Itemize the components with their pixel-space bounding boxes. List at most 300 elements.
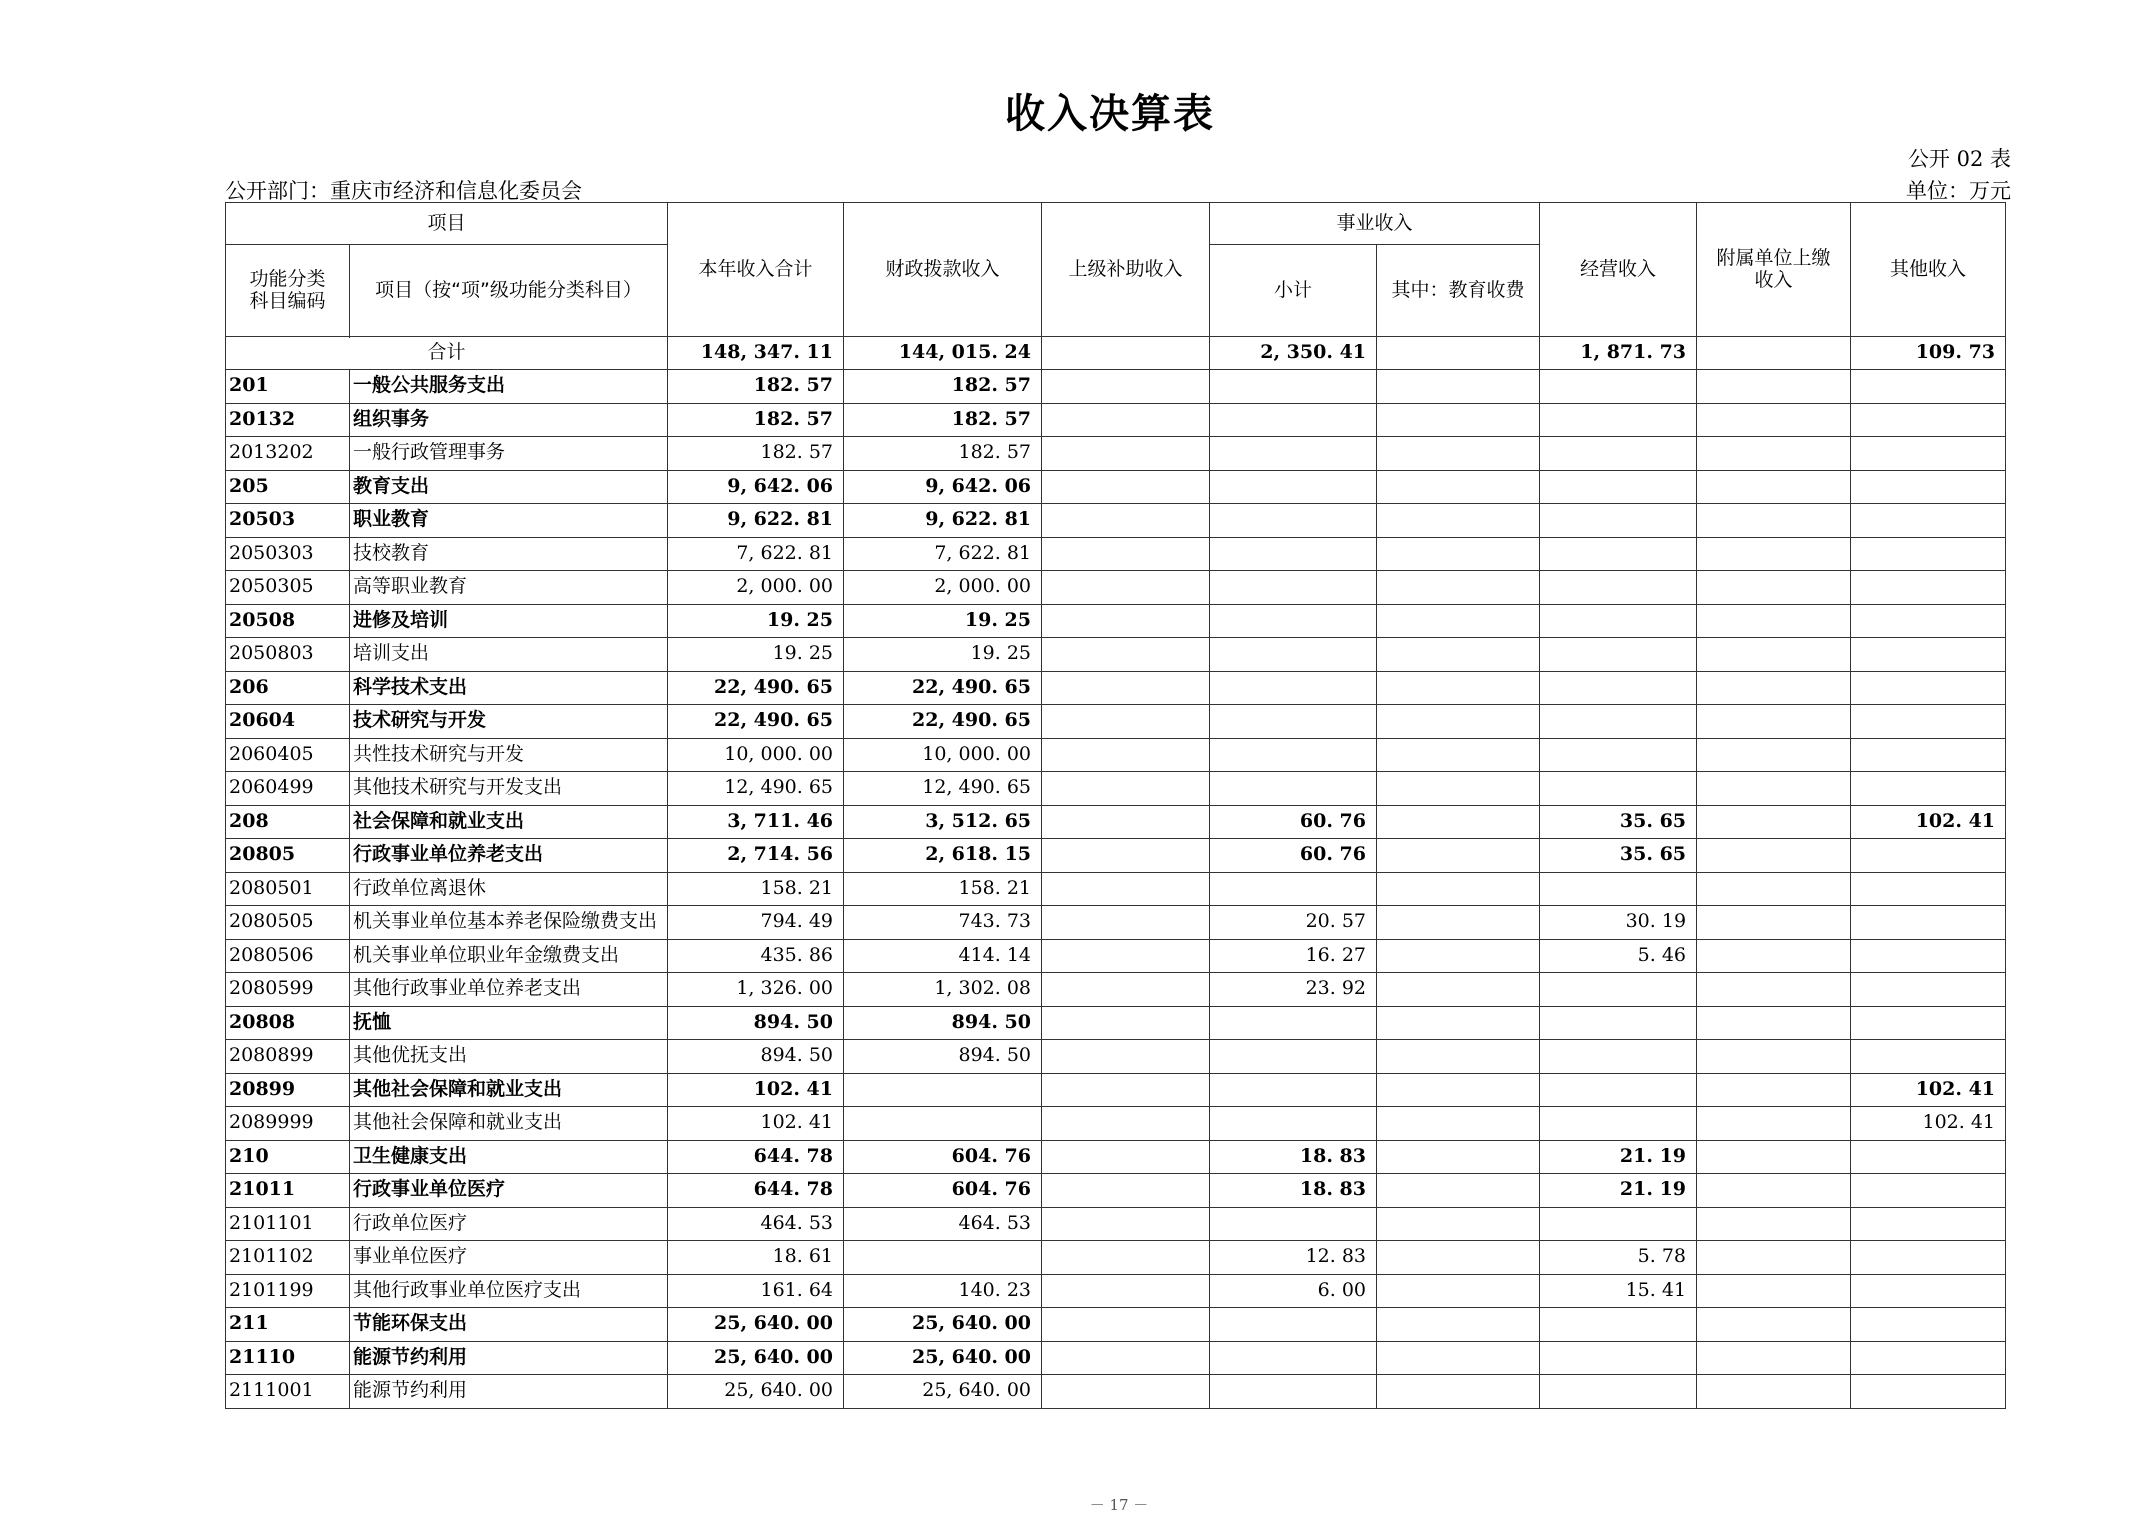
cell-total: 464. 53 <box>668 1207 844 1241</box>
table-row <box>226 604 2006 638</box>
cell-subtotal <box>1210 370 1377 404</box>
cell-superior <box>1042 638 1210 672</box>
cell-total: 9, 642. 06 <box>668 470 844 504</box>
cell-edu-fee <box>1377 738 1540 772</box>
cell-fiscal: 140. 23 <box>844 1274 1042 1308</box>
cell-code: 20503 <box>226 504 350 538</box>
cell-name: 行政事业单位养老支出 <box>350 839 668 873</box>
cell-edu-fee <box>1377 1308 1540 1342</box>
header-subtotal: 小计 <box>1210 245 1377 337</box>
cell-affiliated <box>1697 1174 1851 1208</box>
table-row <box>226 872 2006 906</box>
cell-other <box>1851 939 2006 973</box>
cell-fiscal: 7, 622. 81 <box>844 537 1042 571</box>
cell-total: 2, 714. 56 <box>668 839 844 873</box>
cell-subtotal <box>1210 1040 1377 1074</box>
cell-affiliated <box>1697 571 1851 605</box>
cell-code: 2089999 <box>226 1107 350 1141</box>
cell-fiscal <box>844 1241 1042 1275</box>
table-row <box>226 1207 2006 1241</box>
cell-edu-fee <box>1377 805 1540 839</box>
cell-other <box>1851 437 2006 471</box>
cell-superior <box>1042 973 1210 1007</box>
cell-code: 2050803 <box>226 638 350 672</box>
cell-edu-fee <box>1377 705 1540 739</box>
cell-name: 一般公共服务支出 <box>350 370 668 404</box>
cell-superior <box>1042 738 1210 772</box>
table-row <box>226 1274 2006 1308</box>
table-row <box>226 671 2006 705</box>
total-cell-operating: 1, 871. 73 <box>1540 337 1697 370</box>
cell-affiliated <box>1697 370 1851 404</box>
cell-fiscal: 19. 25 <box>844 638 1042 672</box>
cell-fiscal: 182. 57 <box>844 370 1042 404</box>
cell-code: 205 <box>226 470 350 504</box>
cell-affiliated <box>1697 973 1851 1007</box>
cell-name: 卫生健康支出 <box>350 1140 668 1174</box>
cell-other <box>1851 537 2006 571</box>
cell-superior <box>1042 906 1210 940</box>
cell-operating <box>1540 1006 1697 1040</box>
cell-total: 19. 25 <box>668 638 844 672</box>
cell-other <box>1851 370 2006 404</box>
cell-edu-fee <box>1377 1040 1540 1074</box>
cell-subtotal <box>1210 1107 1377 1141</box>
cell-other <box>1851 872 2006 906</box>
cell-subtotal <box>1210 1308 1377 1342</box>
cell-total: 25, 640. 00 <box>668 1308 844 1342</box>
cell-affiliated <box>1697 1073 1851 1107</box>
table-row <box>226 705 2006 739</box>
cell-other <box>1851 638 2006 672</box>
cell-edu-fee <box>1377 973 1540 1007</box>
cell-fiscal: 2, 000. 00 <box>844 571 1042 605</box>
cell-subtotal <box>1210 872 1377 906</box>
cell-fiscal: 25, 640. 00 <box>844 1375 1042 1409</box>
cell-operating: 21. 19 <box>1540 1174 1697 1208</box>
cell-affiliated <box>1697 1207 1851 1241</box>
cell-superior <box>1042 1375 1210 1409</box>
table-row <box>226 1341 2006 1375</box>
cell-superior <box>1042 370 1210 404</box>
header-fiscal: 财政拨款收入 <box>844 203 1042 337</box>
total-row <box>226 337 2006 370</box>
cell-code: 2060405 <box>226 738 350 772</box>
cell-operating <box>1540 1207 1697 1241</box>
cell-other <box>1851 1174 2006 1208</box>
cell-total: 644. 78 <box>668 1174 844 1208</box>
cell-code: 2101101 <box>226 1207 350 1241</box>
cell-subtotal <box>1210 1375 1377 1409</box>
cell-other <box>1851 738 2006 772</box>
cell-code: 2101199 <box>226 1274 350 1308</box>
cell-superior <box>1042 1174 1210 1208</box>
cell-superior <box>1042 1274 1210 1308</box>
cell-operating: 15. 41 <box>1540 1274 1697 1308</box>
cell-edu-fee <box>1377 1174 1540 1208</box>
cell-edu-fee <box>1377 537 1540 571</box>
cell-edu-fee <box>1377 638 1540 672</box>
cell-operating: 30. 19 <box>1540 906 1697 940</box>
cell-fiscal: 12, 490. 65 <box>844 772 1042 806</box>
cell-subtotal <box>1210 638 1377 672</box>
cell-total: 158. 21 <box>668 872 844 906</box>
cell-total: 102. 41 <box>668 1107 844 1141</box>
table-row <box>226 805 2006 839</box>
cell-superior <box>1042 437 1210 471</box>
table-row <box>226 1040 2006 1074</box>
cell-operating <box>1540 504 1697 538</box>
cell-operating <box>1540 1308 1697 1342</box>
cell-total: 25, 640. 00 <box>668 1375 844 1409</box>
cell-operating: 35. 65 <box>1540 805 1697 839</box>
cell-affiliated <box>1697 772 1851 806</box>
cell-superior <box>1042 403 1210 437</box>
cell-affiliated <box>1697 1375 1851 1409</box>
cell-fiscal <box>844 1073 1042 1107</box>
table-row <box>226 571 2006 605</box>
cell-fiscal: 894. 50 <box>844 1006 1042 1040</box>
cell-name: 抚恤 <box>350 1006 668 1040</box>
cell-fiscal: 2, 618. 15 <box>844 839 1042 873</box>
cell-affiliated <box>1697 604 1851 638</box>
cell-affiliated <box>1697 906 1851 940</box>
cell-operating <box>1540 705 1697 739</box>
cell-affiliated <box>1697 1341 1851 1375</box>
table-row <box>226 537 2006 571</box>
unit-label: 单位：万元 <box>1906 179 2011 203</box>
cell-other <box>1851 1274 2006 1308</box>
cell-code: 2080506 <box>226 939 350 973</box>
cell-fiscal: 182. 57 <box>844 403 1042 437</box>
cell-name: 其他社会保障和就业支出 <box>350 1073 668 1107</box>
cell-edu-fee <box>1377 470 1540 504</box>
cell-edu-fee <box>1377 571 1540 605</box>
cell-subtotal <box>1210 604 1377 638</box>
cell-affiliated <box>1697 1274 1851 1308</box>
cell-superior <box>1042 571 1210 605</box>
cell-name: 行政单位医疗 <box>350 1207 668 1241</box>
table-row <box>226 973 2006 1007</box>
cell-operating <box>1540 1040 1697 1074</box>
cell-superior <box>1042 939 1210 973</box>
header-edu-fee: 其中：教育收费 <box>1377 245 1540 337</box>
cell-name: 机关事业单位职业年金缴费支出 <box>350 939 668 973</box>
cell-edu-fee <box>1377 839 1540 873</box>
cell-subtotal: 16. 27 <box>1210 939 1377 973</box>
table-row <box>226 1073 2006 1107</box>
cell-name: 技校教育 <box>350 537 668 571</box>
cell-affiliated <box>1697 939 1851 973</box>
cell-total: 182. 57 <box>668 370 844 404</box>
cell-name: 行政单位离退休 <box>350 872 668 906</box>
cell-subtotal <box>1210 1207 1377 1241</box>
cell-code: 211 <box>226 1308 350 1342</box>
cell-name: 事业单位医疗 <box>350 1241 668 1275</box>
cell-affiliated <box>1697 839 1851 873</box>
header-total: 本年收入合计 <box>668 203 844 337</box>
cell-name: 节能环保支出 <box>350 1308 668 1342</box>
cell-total: 161. 64 <box>668 1274 844 1308</box>
cell-total: 1, 326. 00 <box>668 973 844 1007</box>
cell-edu-fee <box>1377 1341 1540 1375</box>
cell-subtotal: 20. 57 <box>1210 906 1377 940</box>
cell-other <box>1851 1308 2006 1342</box>
cell-subtotal <box>1210 403 1377 437</box>
cell-total: 19. 25 <box>668 604 844 638</box>
page-title: 收入决算表 <box>1005 91 1215 137</box>
cell-superior <box>1042 1107 1210 1141</box>
table-row <box>226 1006 2006 1040</box>
cell-code: 2080501 <box>226 872 350 906</box>
cell-superior <box>1042 671 1210 705</box>
cell-name: 科学技术支出 <box>350 671 668 705</box>
cell-subtotal <box>1210 772 1377 806</box>
cell-total: 18. 61 <box>668 1241 844 1275</box>
cell-operating <box>1540 872 1697 906</box>
cell-code: 20508 <box>226 604 350 638</box>
cell-name: 其他技术研究与开发支出 <box>350 772 668 806</box>
cell-fiscal: 25, 640. 00 <box>844 1308 1042 1342</box>
cell-affiliated <box>1697 1140 1851 1174</box>
table-row <box>226 1107 2006 1141</box>
cell-name: 职业教育 <box>350 504 668 538</box>
cell-affiliated <box>1697 537 1851 571</box>
table-row <box>226 1174 2006 1208</box>
cell-affiliated <box>1697 1241 1851 1275</box>
cell-total: 2, 000. 00 <box>668 571 844 605</box>
total-cell-total: 148, 347. 11 <box>668 337 844 370</box>
cell-operating: 5. 46 <box>1540 939 1697 973</box>
cell-subtotal <box>1210 571 1377 605</box>
cell-code: 21011 <box>226 1174 350 1208</box>
cell-edu-fee <box>1377 872 1540 906</box>
cell-affiliated <box>1697 403 1851 437</box>
cell-code: 2060499 <box>226 772 350 806</box>
cell-edu-fee <box>1377 906 1540 940</box>
cell-total: 794. 49 <box>668 906 844 940</box>
cell-total: 102. 41 <box>668 1073 844 1107</box>
cell-other <box>1851 470 2006 504</box>
cell-operating <box>1540 537 1697 571</box>
header-operating: 经营收入 <box>1540 203 1697 337</box>
total-cell-subtotal: 2, 350. 41 <box>1210 337 1377 370</box>
cell-subtotal <box>1210 1341 1377 1375</box>
cell-subtotal <box>1210 671 1377 705</box>
cell-name: 能源节约利用 <box>350 1341 668 1375</box>
cell-code: 2101102 <box>226 1241 350 1275</box>
cell-fiscal: 25, 640. 00 <box>844 1341 1042 1375</box>
cell-code: 2050305 <box>226 571 350 605</box>
cell-total: 3, 711. 46 <box>668 805 844 839</box>
cell-other: 102. 41 <box>1851 1107 2006 1141</box>
cell-other <box>1851 1207 2006 1241</box>
cell-total: 7, 622. 81 <box>668 537 844 571</box>
cell-operating <box>1540 738 1697 772</box>
cell-code: 20899 <box>226 1073 350 1107</box>
cell-fiscal: 9, 622. 81 <box>844 504 1042 538</box>
cell-fiscal: 9, 642. 06 <box>844 470 1042 504</box>
cell-total: 894. 50 <box>668 1040 844 1074</box>
cell-operating <box>1540 403 1697 437</box>
cell-code: 2080899 <box>226 1040 350 1074</box>
cell-other <box>1851 571 2006 605</box>
cell-fiscal: 3, 512. 65 <box>844 805 1042 839</box>
cell-fiscal: 414. 14 <box>844 939 1042 973</box>
cell-code: 208 <box>226 805 350 839</box>
cell-operating <box>1540 437 1697 471</box>
header-business: 事业收入 <box>1210 203 1540 245</box>
cell-superior <box>1042 604 1210 638</box>
cell-superior <box>1042 504 1210 538</box>
form-code: 公开 02 表 <box>1907 147 2011 171</box>
cell-fiscal: 182. 57 <box>844 437 1042 471</box>
cell-total: 894. 50 <box>668 1006 844 1040</box>
cell-name: 高等职业教育 <box>350 571 668 605</box>
cell-name: 行政事业单位医疗 <box>350 1174 668 1208</box>
cell-edu-fee <box>1377 1274 1540 1308</box>
table-row <box>226 437 2006 471</box>
total-cell-affiliated <box>1697 337 1851 370</box>
cell-total: 644. 78 <box>668 1140 844 1174</box>
cell-affiliated <box>1697 671 1851 705</box>
cell-subtotal <box>1210 1073 1377 1107</box>
header-item: 项目 <box>226 203 668 245</box>
cell-total: 12, 490. 65 <box>668 772 844 806</box>
cell-subtotal: 60. 76 <box>1210 805 1377 839</box>
cell-edu-fee <box>1377 1375 1540 1409</box>
cell-edu-fee <box>1377 437 1540 471</box>
cell-code: 210 <box>226 1140 350 1174</box>
cell-subtotal <box>1210 437 1377 471</box>
cell-superior <box>1042 772 1210 806</box>
cell-subtotal <box>1210 738 1377 772</box>
cell-name: 其他优抚支出 <box>350 1040 668 1074</box>
cell-name: 共性技术研究与开发 <box>350 738 668 772</box>
cell-operating <box>1540 671 1697 705</box>
cell-affiliated <box>1697 437 1851 471</box>
cell-operating <box>1540 1073 1697 1107</box>
cell-other <box>1851 504 2006 538</box>
total-label: 合计 <box>226 337 668 370</box>
header-func-code: 功能分类科目编码 <box>226 245 350 337</box>
table-row <box>226 504 2006 538</box>
cell-fiscal: 19. 25 <box>844 604 1042 638</box>
cell-superior <box>1042 1040 1210 1074</box>
cell-subtotal: 12. 83 <box>1210 1241 1377 1275</box>
cell-superior <box>1042 1308 1210 1342</box>
table-row <box>226 1375 2006 1409</box>
cell-affiliated <box>1697 470 1851 504</box>
cell-edu-fee <box>1377 1207 1540 1241</box>
cell-fiscal: 604. 76 <box>844 1174 1042 1208</box>
department-label: 公开部门：重庆市经济和信息化委员会 <box>225 179 582 203</box>
cell-edu-fee <box>1377 604 1540 638</box>
table-row <box>226 1140 2006 1174</box>
header-superior: 上级补助收入 <box>1042 203 1210 337</box>
cell-fiscal: 894. 50 <box>844 1040 1042 1074</box>
table-row <box>226 370 2006 404</box>
cell-subtotal: 60. 76 <box>1210 839 1377 873</box>
table-row <box>226 906 2006 940</box>
cell-code: 21110 <box>226 1341 350 1375</box>
cell-affiliated <box>1697 738 1851 772</box>
table-row <box>226 470 2006 504</box>
cell-edu-fee <box>1377 939 1540 973</box>
cell-superior <box>1042 839 1210 873</box>
cell-edu-fee <box>1377 504 1540 538</box>
cell-name: 机关事业单位基本养老保险缴费支出 <box>350 906 668 940</box>
cell-superior <box>1042 805 1210 839</box>
cell-fiscal: 22, 490. 65 <box>844 705 1042 739</box>
cell-name: 其他社会保障和就业支出 <box>350 1107 668 1141</box>
cell-total: 182. 57 <box>668 437 844 471</box>
cell-operating <box>1540 571 1697 605</box>
cell-total: 10, 000. 00 <box>668 738 844 772</box>
cell-operating: 5. 78 <box>1540 1241 1697 1275</box>
cell-operating <box>1540 604 1697 638</box>
cell-code: 2111001 <box>226 1375 350 1409</box>
cell-affiliated <box>1697 504 1851 538</box>
cell-other <box>1851 772 2006 806</box>
table-row <box>226 1241 2006 1275</box>
cell-affiliated <box>1697 1308 1851 1342</box>
table-row <box>226 638 2006 672</box>
page-number: － 17 － <box>1089 1496 1149 1514</box>
cell-edu-fee <box>1377 1073 1540 1107</box>
cell-other <box>1851 671 2006 705</box>
total-cell-fiscal: 144, 015. 24 <box>844 337 1042 370</box>
cell-affiliated <box>1697 705 1851 739</box>
cell-name: 进修及培训 <box>350 604 668 638</box>
cell-total: 22, 490. 65 <box>668 671 844 705</box>
cell-operating <box>1540 973 1697 1007</box>
total-cell-superior <box>1042 337 1210 370</box>
cell-affiliated <box>1697 1107 1851 1141</box>
cell-other <box>1851 1341 2006 1375</box>
cell-subtotal <box>1210 470 1377 504</box>
cell-subtotal <box>1210 705 1377 739</box>
cell-edu-fee <box>1377 772 1540 806</box>
cell-subtotal <box>1210 504 1377 538</box>
cell-affiliated <box>1697 638 1851 672</box>
cell-other <box>1851 839 2006 873</box>
cell-edu-fee <box>1377 1140 1540 1174</box>
cell-other <box>1851 705 2006 739</box>
cell-operating <box>1540 1375 1697 1409</box>
table-row <box>226 738 2006 772</box>
cell-superior <box>1042 872 1210 906</box>
table-row <box>226 403 2006 437</box>
cell-code: 20132 <box>226 403 350 437</box>
cell-other <box>1851 1140 2006 1174</box>
cell-total: 22, 490. 65 <box>668 705 844 739</box>
header-affiliated: 附属单位上缴收入 <box>1697 203 1851 337</box>
cell-code: 20604 <box>226 705 350 739</box>
table-row <box>226 772 2006 806</box>
cell-fiscal: 1, 302. 08 <box>844 973 1042 1007</box>
cell-superior <box>1042 1241 1210 1275</box>
cell-operating: 35. 65 <box>1540 839 1697 873</box>
cell-fiscal: 743. 73 <box>844 906 1042 940</box>
cell-name: 其他行政事业单位养老支出 <box>350 973 668 1007</box>
cell-operating <box>1540 470 1697 504</box>
table-row <box>226 839 2006 873</box>
cell-superior <box>1042 1006 1210 1040</box>
cell-code: 2013202 <box>226 437 350 471</box>
cell-operating <box>1540 1107 1697 1141</box>
cell-fiscal: 604. 76 <box>844 1140 1042 1174</box>
